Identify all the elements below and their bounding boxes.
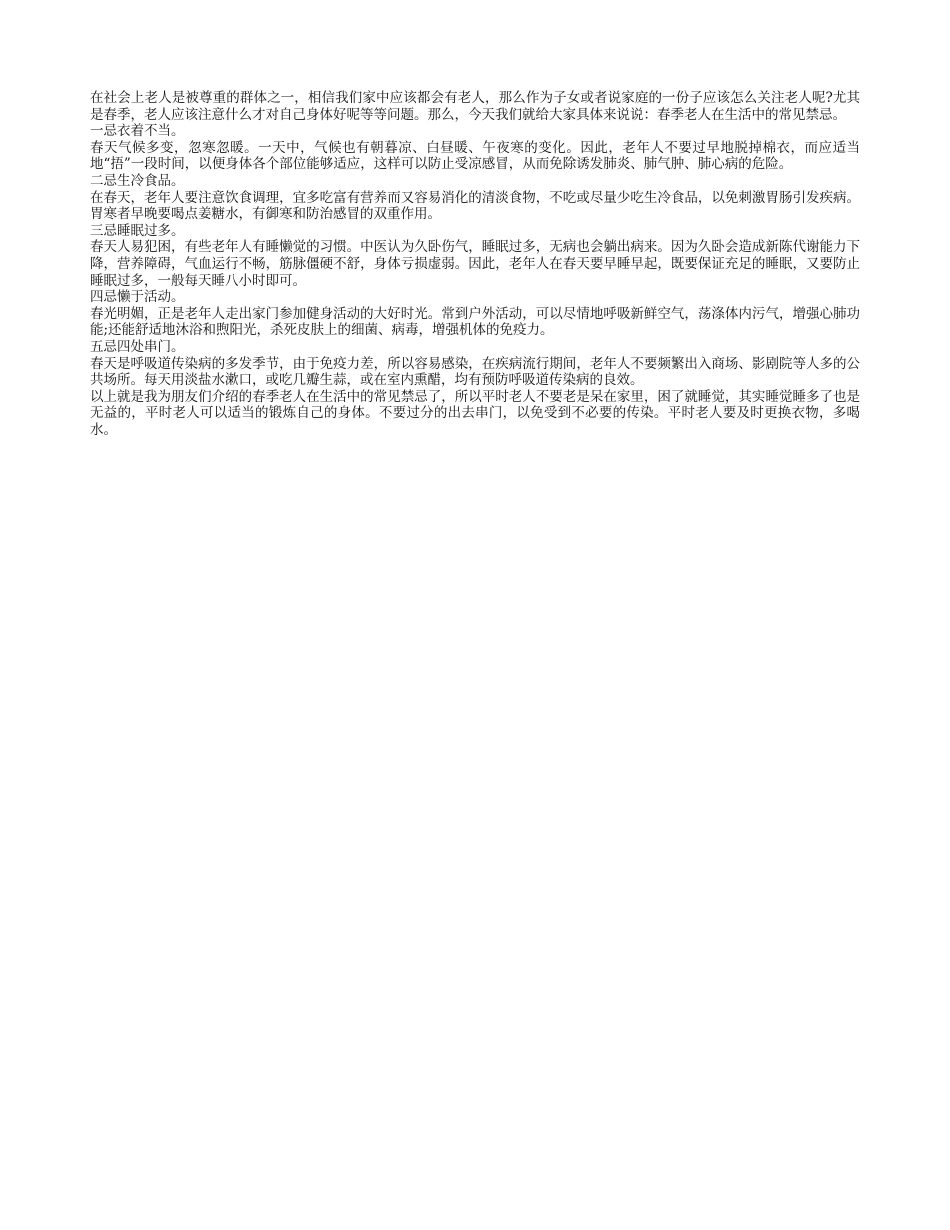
section-heading-inactivity: 四忌懒于活动。 [90,289,185,306]
section-paragraph-cold-food: 在春天，老年人要注意饮食调理，宜多吃富有营养而又容易消化的清淡食物，不吃或尽量少吃生冷食品，以免刺激胃肠引发疾病。胃寒者早晚要喝点姜糖水，有御寒和防治感冒的双重作用。 [90,189,860,223]
conclusion-paragraph: 以上就是我为朋友们介绍的春季老人在生活中的常见禁忌了，所以平时老人不要老是呆在家里，困了就睡觉，其实睡觉睡多了也是无益的，平时老人可以适当的锻炼自己的身体。不要过分的出去串门，以免受到不必要的传染。平时老人要及时更换衣物，多喝水。 [90,388,860,438]
section-paragraph-inactivity: 春光明媚，正是老年人走出家门参加健身活动的大好时光。常到户外活动，可以尽情地呼吸新鲜空气，荡涤体内污气，增强心肺功能;还能舒适地沐浴和煦阳光，杀死皮肤上的细菌、病毒，增强机体的免疫力。 [90,305,860,339]
section-heading-visiting: 五忌四处串门。 [90,338,185,355]
document-body [90,90,860,438]
section-paragraph-oversleeping: 春天人易犯困，有些老年人有睡懒觉的习惯。中医认为久卧伤气，睡眠过多，无病也会躺出病来。因为久卧会造成新陈代谢能力下降，营养障碍，气血运行不畅，筋脉僵硬不舒，身体亏损虚弱。因此，老年人在春天要早睡早起，既要保证充足的睡眠，又要防止睡眠过多，一般每天睡八小时即可。 [90,239,860,289]
section-paragraph-clothing: 春天气候多变，忽寒忽暖。一天中，气候也有朝暮凉、白昼暖、午夜寒的变化。因此，老年人不要过早地脱掉棉衣，而应适当地“捂”一段时间，以便身体各个部位能够适应，这样可以防止受凉感冒，从而免除诱发肺炎、肺气肿、肺心病的危险。 [90,139,860,173]
section-heading-clothing: 一忌衣着不当。 [90,123,185,140]
section-heading-cold-food: 二忌生冷食品。 [90,172,185,189]
section-paragraph-visiting: 春天是呼吸道传染病的多发季节，由于免疫力差，所以容易感染，在疾病流行期间，老年人不要频繁出入商场、影剧院等人多的公共场所。每天用淡盐水漱口，或吃几瓣生蒜，或在室内熏醋，均有预防呼吸道传染病的良效。 [90,355,860,389]
intro-paragraph: 在社会上老人是被尊重的群体之一，相信我们家中应该都会有老人，那么作为子女或者说家庭的一份子应该怎么关注老人呢?尤其是春季，老人应该注意什么才对自己身体好呢等等问题。那么，今天我们就给大家具体来说说：春季老人在生活中的常见禁忌。 [90,90,860,123]
section-heading-oversleeping: 三忌睡眠过多。 [90,222,185,239]
